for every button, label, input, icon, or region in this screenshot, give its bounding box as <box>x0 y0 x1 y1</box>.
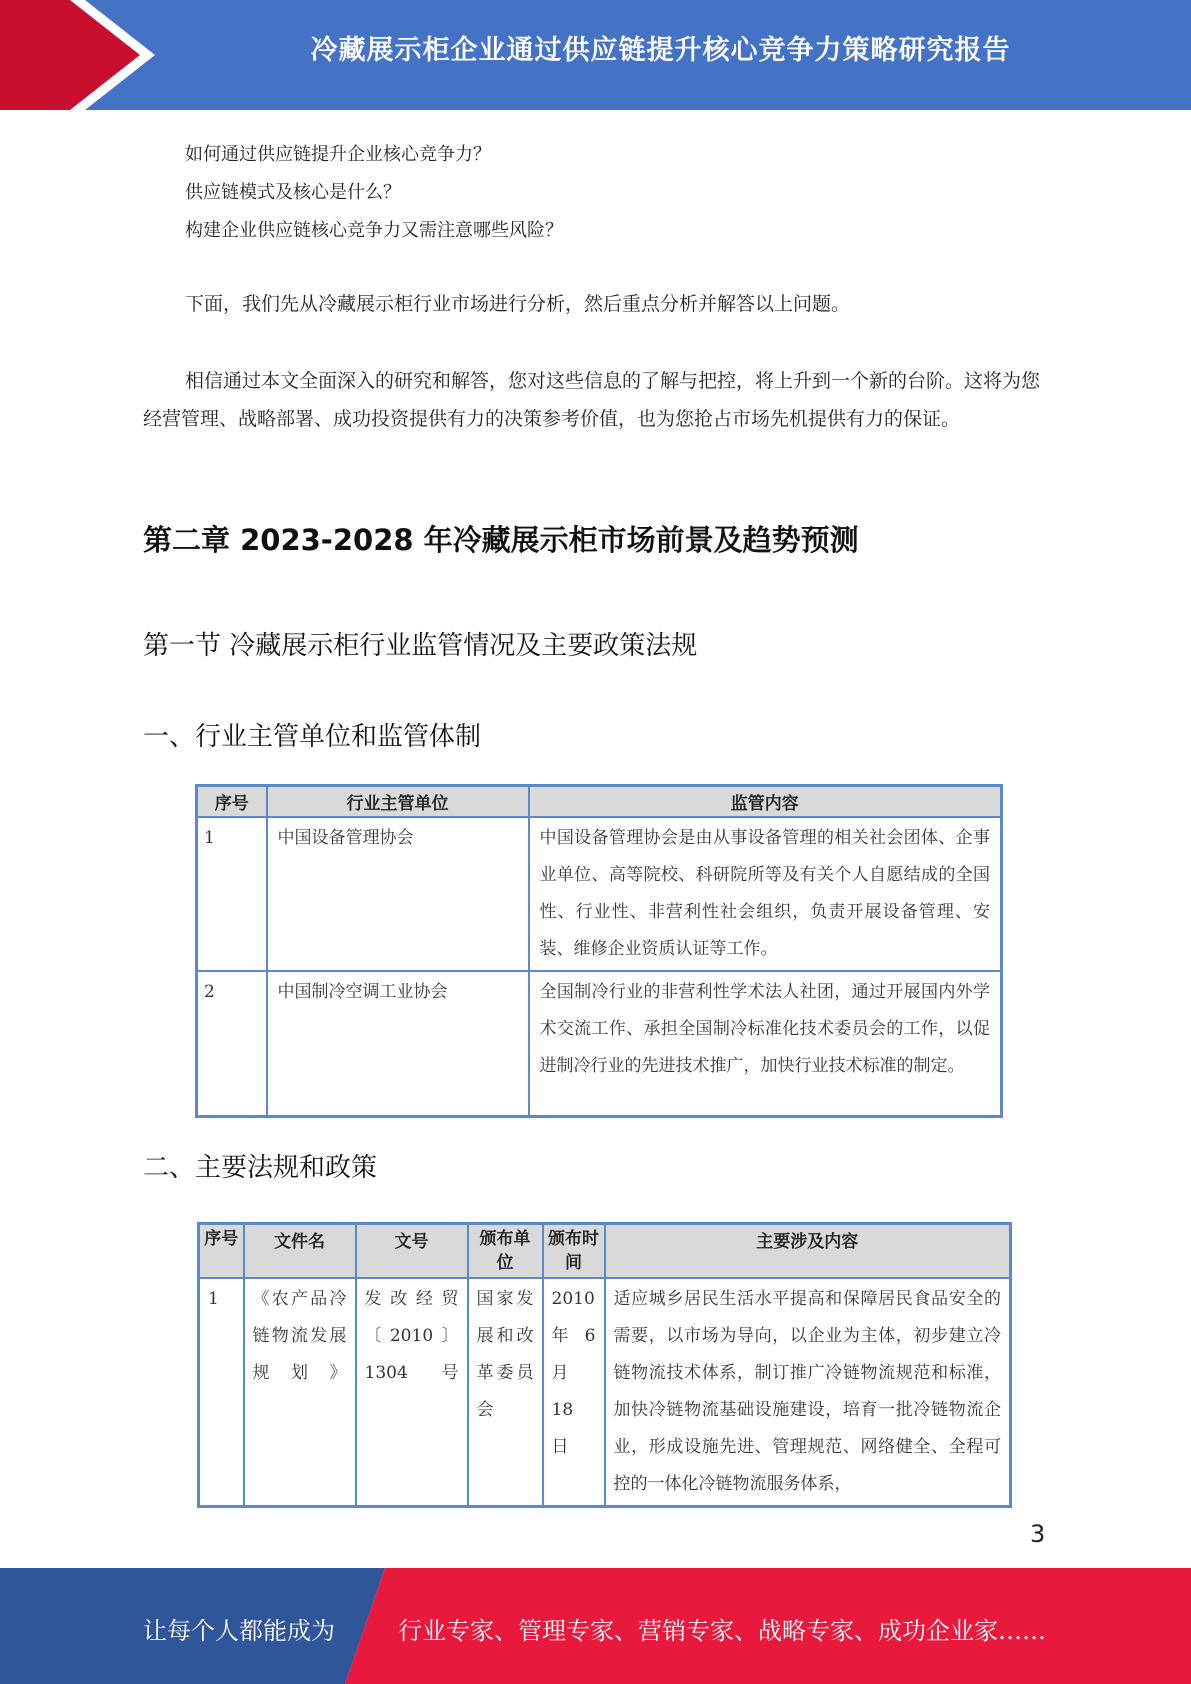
footer-slogan-left: 让每个人都能成为 <box>143 1617 335 1645</box>
document-number: 发改经贸〔2010〕1304 号 <box>356 1278 468 1507</box>
column-header: 文件名 <box>244 1224 356 1279</box>
table-header-row <box>197 786 1002 818</box>
policy-content: 适应城乡居民生活水平提高和保障居民食品安全的需要，以市场为导向，以企业为主体，初步建立冷链物流技术体系，制订推广冷链物流规范和标准，加快冷链物流基础设施建设，培育一批冷链物流企业，形成设施先进、管理规范、网络健全、全程可控的一体化冷链物流服务体系， <box>605 1278 1011 1507</box>
intro-paragraph-1: 下面，我们先从冷藏展示柜行业市场进行分析，然后重点分析并解答以上问题。 <box>185 293 851 315</box>
chapter-heading: 第二章 2023-2028 年冷藏展示柜市场前景及趋势预测 <box>143 523 859 557</box>
table-header-row <box>199 1224 1011 1279</box>
column-header: 颁布单位 <box>468 1224 543 1279</box>
row-number: 1 <box>197 817 267 971</box>
policy-table <box>197 1222 1012 1508</box>
intro-question-1: 如何通过供应链提升企业核心竞争力？ <box>185 144 491 165</box>
regulator-unit: 中国制冷空调工业协会 <box>267 971 529 1116</box>
column-header: 序号 <box>199 1224 244 1279</box>
regulator-table <box>195 784 1003 1118</box>
regulation-content: 全国制冷行业的非营利性学术法人社团，通过开展国内外学术交流工作、承担全国制冷标准化技术委员会的工作，以促进制冷行业的先进技术推广，加快行业技术标准的制定。 <box>529 971 1002 1116</box>
document-name: 《农产品冷链物流发展规划》 <box>244 1278 356 1507</box>
regulator-unit: 中国设备管理协会 <box>267 817 529 971</box>
row-number: 2 <box>197 971 267 1116</box>
intro-question-3: 构建企业供应链核心竞争力又需注意哪些风险？ <box>185 220 563 241</box>
subsection-heading-2: 二、主要法规和政策 <box>143 1153 378 1183</box>
column-header: 颁布时间 <box>543 1224 605 1279</box>
table-row <box>199 1278 1011 1507</box>
column-header: 行业主管单位 <box>267 786 529 818</box>
subsection-heading-1: 一、行业主管单位和监管体制 <box>143 722 482 752</box>
column-header: 文号 <box>356 1224 468 1279</box>
issuing-body: 国家发展和改革委员会 <box>468 1278 543 1507</box>
section-heading: 第一节 冷藏展示柜行业监管情况及主要政策法规 <box>143 631 698 661</box>
intro-paragraph-2: 相信通过本文全面深入的研究和解答，您对这些信息的了解与把控，将上升到一个新的台阶。这将为您经营管理、战略部署、成功投资提供有力的决策参考价值，也为您抢占市场先机提供有力的保证。 <box>143 370 1041 430</box>
row-number: 1 <box>199 1278 244 1507</box>
footer-slogan-right: 行业专家、管理专家、营销专家、战略专家、成功企业家…… <box>398 1617 1046 1645</box>
page-header <box>0 0 1191 110</box>
page-footer <box>0 1568 1191 1684</box>
report-title: 冷藏展示柜企业通过供应链提升核心竞争力策略研究报告 <box>310 35 1011 66</box>
table-row <box>197 971 1002 1116</box>
regulation-content: 中国设备管理协会是由从事设备管理的相关社会团体、企事业单位、高等院校、科研院所等及有关个人自愿结成的全国性、行业性、非营利性社会组织，负责开展设备管理、安装、维修企业资质认证等工作。 <box>529 817 1002 971</box>
issue-date: 2010 年 6 月 18 日 <box>543 1278 605 1507</box>
column-header: 监管内容 <box>529 786 1002 818</box>
table-row <box>197 817 1002 971</box>
intro-question-2: 供应链模式及核心是什么？ <box>185 182 401 203</box>
column-header: 序号 <box>197 786 267 818</box>
page-number: 3 <box>1030 1520 1046 1548</box>
column-header: 主要涉及内容 <box>605 1224 1011 1279</box>
